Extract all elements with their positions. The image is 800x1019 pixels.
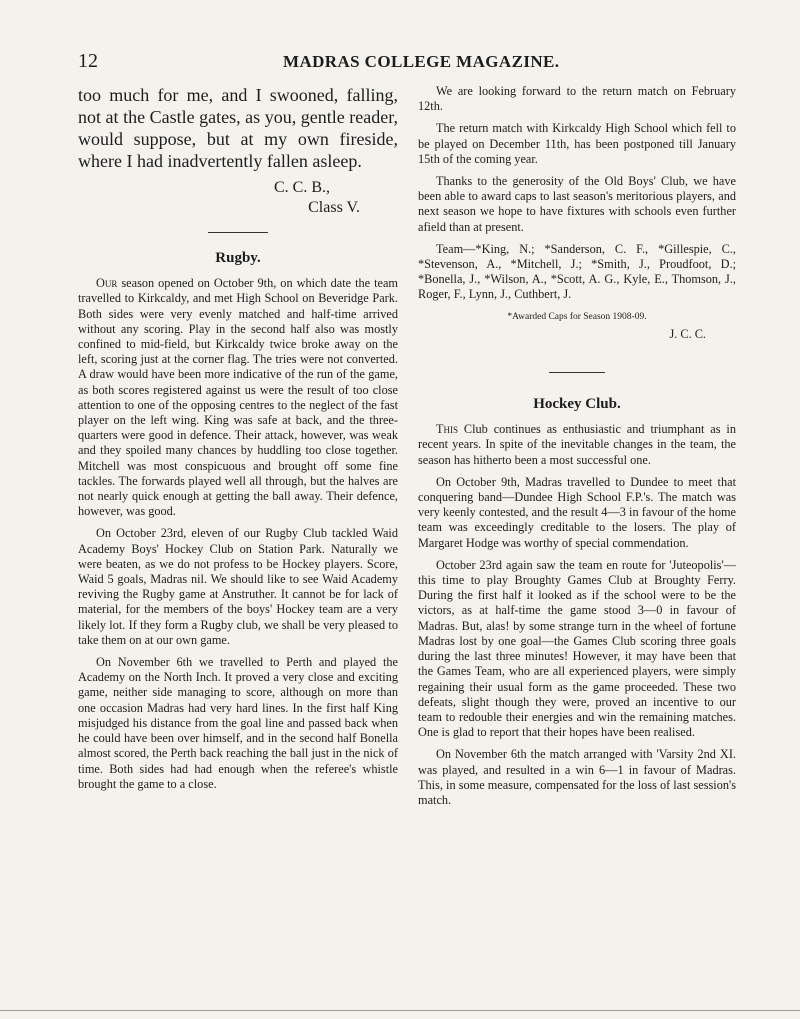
page-bottom-edge [0,1010,800,1011]
hockey-drop-word: This [436,422,459,437]
signature-name: C. C. B., [273,179,330,196]
story-ending: too much for me, and I swooned, falling, not at the Castle gates, as you, gentle reader, would suppose, but at my own fireside, where I had inadvertently fallen asleep. [78,85,398,171]
rugby-paragraph-2: On October 23rd, eleven of our Rugby Club tackled Waid Academy Boys' Hockey Club on Station Park. Naturally we were beaten, as we do not profess to be Hockey players. Score, Waid 5 goals, Madras nil. We should like to see Waid Academy reviving the Rugby game at Anstruther. It cannot be for lack of material, for the members of the boys' Hockey team are a very likely lot. If they form a Rugby club, we shall be very pleased to take them on at our own game. [78,526,398,647]
page-number: 12 [78,50,98,72]
caps-footnote: *Awarded Caps for Season 1908-09. [507,311,647,322]
rugby-paragraph-3: On November 6th we travelled to Perth and played the Academy on the North Inch. It proved a very close and exciting game, neither side managing to score, although on more than one occasion Madras had very hard lines. In the first half King misjudged his distance from the goal line and passed back when he could have been over himself, and in the second half Bonella almost scored, the Perth back reaching the ball just in the nick of time. Both sides had had enough when the referee's whistle brought the game to a close. [78,655,398,791]
hockey-paragraph-3: October 23rd again saw the team en route for 'Juteopolis'—this time to play Broughty Games Club at Broughty Ferry. During the first half it looked as if the school were to be the victors, as at half-time the game stood 3—0 in favour of Madras. But, alas! by some strange turn in the wheel of fortune Madras lost by one goal—the Games Club scoring three goals during the last three minutes! However, it may have been that the Games Team, who are all experienced players, were simply regaining their usual form as the game proceeded. These two defeats, slight though they were, proved an incentive to our team to redouble their energies and win the remaining matches. One is glad to report that their hopes have been realised. [418,557,736,740]
rugby-paragraph-6: Thanks to the generosity of the Old Boys' Club, we have been able to award caps to last season's meritorious players, and next season we hope to have fixtures with schools even further afield than at present. [418,174,736,234]
rugby-paragraph-1 [78,276,398,519]
rugby-paragraph-5: The return match with Kirkcaldy High School which fell to be played on December 11th, has been postponed till January 15th of the coming year. [418,121,736,166]
story-signature [78,178,398,218]
section-divider-right [549,372,605,373]
rugby-heading: Rugby. [215,250,261,266]
hockey-paragraph-4: On November 6th the match arranged with 'Varsity 2nd XI. was played, and resulted in a win 6—1 in favour of Madras. This, in some measure, compensated for the loss of last session's match. [418,747,736,807]
signature-class: Class V. [308,199,360,216]
hockey-paragraph-2: On October 9th, Madras travelled to Dundee to meet that conquering band—Dundee High School F.P.'s. The match was very keenly contested, and the result 4—3 in favour of the home team was exceedingly creditable to the losers. The play of Margaret Hodge was worthy of special commendation. [418,474,736,550]
magazine-title: MADRAS COLLEGE MAGAZINE. [283,52,560,71]
hockey-paragraph-1 [418,422,736,468]
hockey-paragraph-1-text: Club continues as enthusiastic and triumphant as in recent years. In spite of the inevitable changes in the team, the season has hitherto been a most successful one. [418,422,736,467]
left-column [78,84,398,799]
rugby-drop-word: Our [96,276,118,291]
right-column [418,84,736,815]
hockey-heading: Hockey Club. [533,396,621,413]
rugby-team-list: Team—*King, N.; *Sanderson, C. F., *Gillespie, C., *Stevenson, A., *Mitchell, J.; *Smith, J., Proudfoot, D.; *Bonella, J., *Wilson, A., *Scott, A. G., Kyle, E., Thomson, J., Roger, F., Lynn, J., Cuthbert, J. [418,241,736,302]
rugby-paragraph-1-text: season opened on October 9th, on which date the team travelled to Kirkcaldy, and met High School on Beveridge Park. Both sides were very evenly matched and half-time arrived without any scoring. Play in the second half also was mostly confined to mid-field, but Kirkcaldy twice broke away on the left, scoring just at the corner flag. The tries were not converted. A draw would have been more indicative of the run of the game, as both scores registered against us were the result of too close attention to one of the opposing centres to the neglect of the fast player on the left wing. King was safe at back, and the three-quarters were good in defence. Their attack, however, was weak and they spoiled many chances by huddling too close together. Mitchell was most conspicuous and brought off some fine tackles. The forwards played well all through, but the halves are not nearly quick enough at getting the ball away. Their defence, however, was good. [78,276,398,519]
rugby-paragraph-4: We are looking forward to the return match on February 12th. [418,84,736,114]
rugby-signature: J. C. C. [669,326,706,341]
page-header [78,50,738,76]
section-divider [208,232,268,233]
